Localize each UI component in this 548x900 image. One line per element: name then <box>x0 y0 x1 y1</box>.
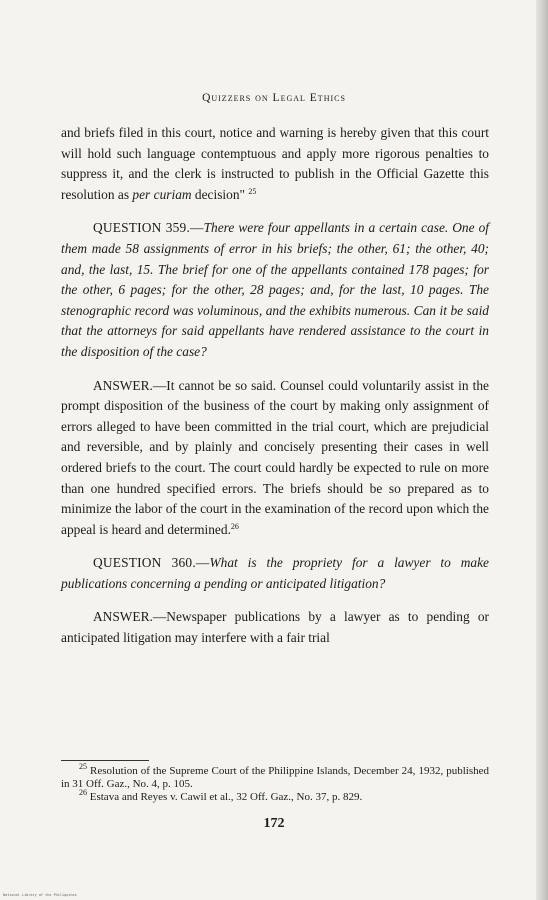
answer-text: Newspaper publications by a lawyer as to pending or anticipated litigation may interfere with a fair trial <box>61 609 489 646</box>
page-edge <box>536 0 548 900</box>
paragraph-text: and briefs filed in this court, notice and warning is hereby given that this court will hold such language contemptuous and apply more rigorous penalties to suppress it, and the clerk is instructed to publish in the Official Gazette this resolution as <box>61 125 489 202</box>
answer-359 <box>61 376 489 541</box>
answer-text: It cannot be so said. Counsel could voluntarily assist in the prompt disposition of the business of the court by making only assignment of errors alleged to have been committed in the trial court, which are prejudicial and reversible, and by plainly and concisely presenting their cases in well ordered briefs to the court. The court could hardly be expected to rule on more than one hundred specified errors. The briefs should be so prepared as to minimize the labor of the court in the examination of the record upon which the appeal is heard and determined. <box>61 377 489 537</box>
footnote-number: 26 <box>79 788 87 797</box>
question-359 <box>61 218 489 362</box>
footnote-text: Estava and Reyes v. Cawil et al., 32 Off. Gaz., No. 37, p. 829. <box>89 791 363 803</box>
footnote-divider <box>61 760 149 761</box>
answer-360 <box>61 607 489 648</box>
answer-label: ANSWER.— <box>93 377 167 393</box>
page-number: 172 <box>263 816 285 831</box>
italic-phrase: per curiam <box>132 186 192 202</box>
paragraph-text-end: decision" <box>194 186 246 202</box>
main-text <box>61 123 489 649</box>
paragraph-continuation <box>61 123 489 205</box>
footnote <box>61 762 489 791</box>
footnote <box>61 788 489 804</box>
question-text: There were four appellants in a certain case. One of them made 58 assignments of error in his briefs; the other, 61; the other, 40; and, the last, 15. The brief for one of the appellants contained 178 pages; for the other, 6 pages; for the other, 28 pages; and, for the last, 10 pages. The stenographic record was voluminous, and the exhibits numerous. Can it be said that the attorneys for said appellants have rendered assistance to the court in the disposition of the case? <box>61 220 489 359</box>
footnote-text: Resolution of the Supreme Court of the Philippine Islands, December 24, 1932, published in 31 Off. Gaz., No. 4, p. 105. <box>61 765 489 790</box>
footnote-number: 25 <box>79 762 87 771</box>
question-text: What is the propriety for a lawyer to make publications concerning a pending or anticipated litigation? <box>61 555 489 591</box>
footnote-ref: 25 <box>248 186 257 196</box>
running-head: Quizzers on Legal Ethics <box>202 92 346 104</box>
library-credit: National Library of the Philippines <box>3 893 77 897</box>
question-360 <box>61 553 489 594</box>
footnote-ref: 26 <box>230 521 239 531</box>
answer-label: ANSWER.— <box>93 609 167 625</box>
question-label: QUESTION 360.— <box>93 555 210 571</box>
footnotes <box>61 762 489 804</box>
question-label: QUESTION 359.— <box>93 220 204 236</box>
